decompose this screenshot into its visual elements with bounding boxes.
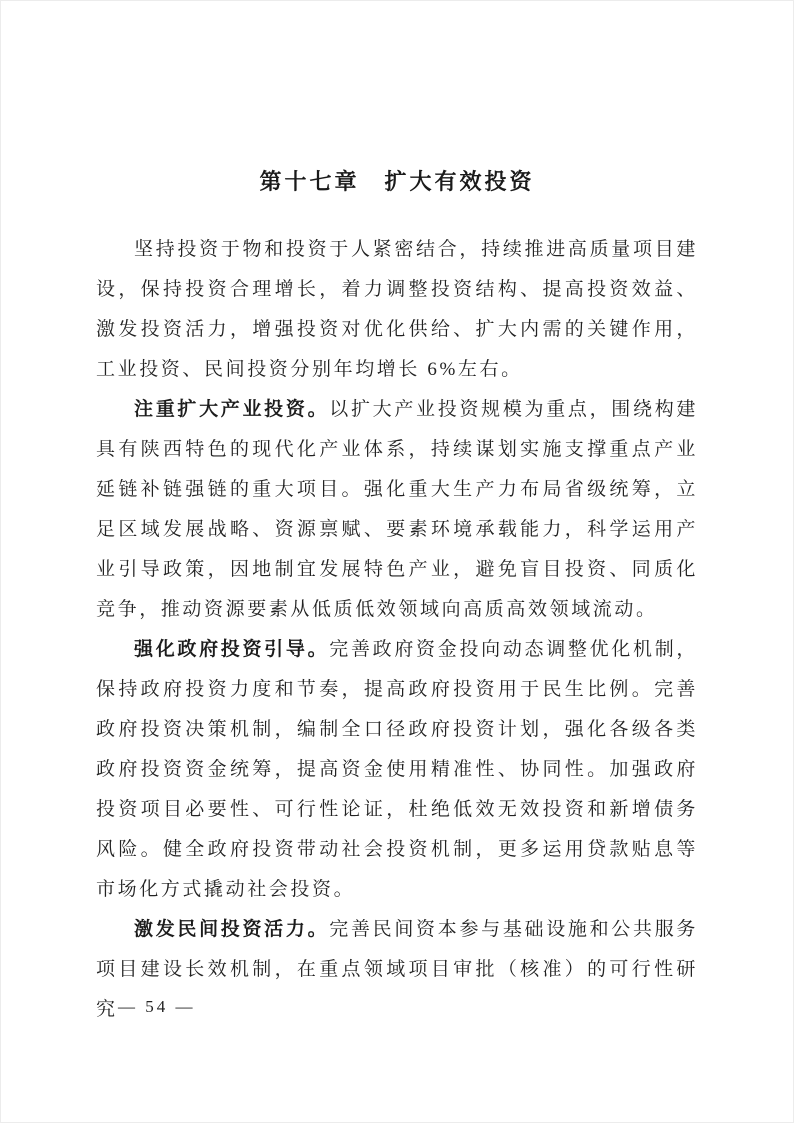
paragraph-lead: 强化政府投资引导。 bbox=[134, 639, 330, 660]
paragraph bbox=[96, 630, 698, 910]
paragraph-text: 坚持投资于物和投资于人紧密结合，持续推进高质量项目建设，保持投资合理增长，着力调整投资结构、提高投资效益、激发投资活力，增强投资对优化供给、扩大内需的关键作用，工业投资、民间投资分别年均增长 6%左右。 bbox=[96, 239, 698, 380]
paragraph bbox=[96, 390, 698, 630]
paragraph-text: 完善民间资本参与基础设施和公共服务项目建设长效机制，在重点领域项目审批（核准）的可行性研究 bbox=[96, 919, 698, 1020]
paragraph-text: 以扩大产业投资规模为重点，围绕构建具有陕西特色的现代化产业体系，持续谋划实施支撑重点产业延链补链强链的重大项目。强化重大生产力布局省级统筹，立足区域发展战略、资源禀赋、要素环境承载能力，科学运用产业引导政策，因地制宜发展特色产业，避免盲目投资、同质化竞争，推动资源要素从低质低效领域向高质高效领域流动。 bbox=[96, 399, 698, 620]
document-body bbox=[96, 230, 698, 1030]
paragraph-text: 完善政府资金投向动态调整优化机制，保持政府投资力度和节奏，提高政府投资用于民生比例。完善政府投资决策机制，编制全口径政府投资计划，强化各级各类政府投资资金统筹，提高资金使用精准性、协同性。加强政府投资项目必要性、可行性论证，杜绝低效无效投资和新增债务风险。健全政府投资带动社会投资机制，更多运用贷款贴息等市场化方式撬动社会投资。 bbox=[96, 639, 698, 900]
paragraph bbox=[96, 230, 698, 390]
paragraph-lead: 激发民间投资活力。 bbox=[134, 919, 330, 940]
page-number: — 54 — bbox=[118, 997, 196, 1016]
paragraph-lead: 注重扩大产业投资。 bbox=[134, 399, 330, 420]
chapter-title: 第十七章 扩大有效投资 bbox=[259, 169, 535, 194]
